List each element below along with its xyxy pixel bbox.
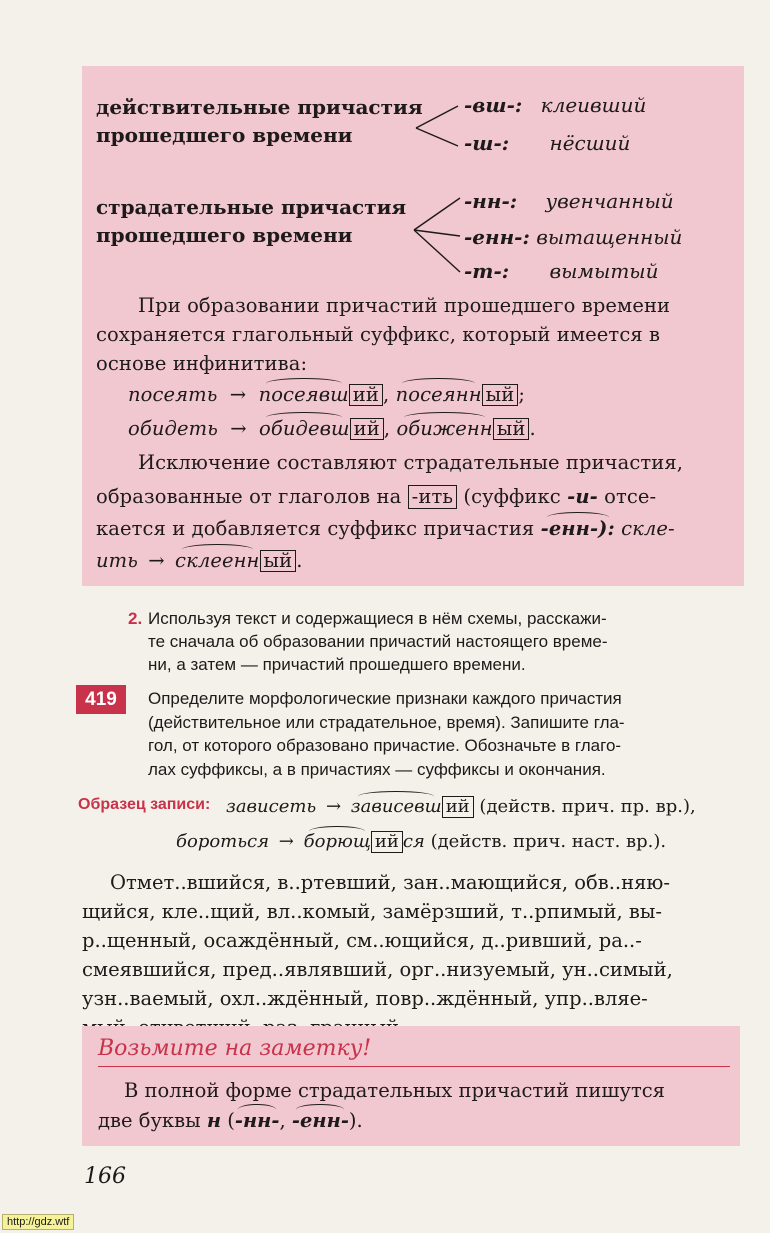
ex1-verb: посеять [128, 383, 218, 406]
para2-line1: Исключение составляют страдательные причастия, [138, 451, 684, 474]
para1-line3: основе инфинитива: [96, 352, 308, 375]
sample-row-2 [176, 830, 666, 854]
sample1-verb: зависеть [226, 796, 317, 817]
exercise-number-badge: 419 [76, 685, 126, 714]
exercise-419-instructions [148, 687, 744, 781]
sample2-note: (действ. прич. наст. вр.). [430, 831, 667, 852]
group2-variant1 [464, 188, 674, 214]
take-note-text [98, 1076, 730, 1136]
example-row-2 [128, 414, 536, 443]
para2-line4-period: . [296, 549, 303, 572]
words-line5: узн..ваемый, охл..ждённый, повр..ждённый, упр..вляе- [82, 987, 648, 1010]
ex2-participle1-stem: обидевш [259, 417, 350, 440]
para1-line2: сохраняется глагольный суффикс, который имеется в [96, 323, 661, 346]
group1-variant1 [464, 92, 646, 118]
note-paren-open: ( [227, 1109, 235, 1132]
ex1-participle1-ending: ий [349, 384, 383, 406]
group1-label-line2: прошедшего времени [96, 123, 353, 147]
example-kleivshiy: клеивший [540, 93, 647, 117]
ex1-comma: , [382, 383, 390, 406]
watermark-link[interactable]: http://gdz.wtf [2, 1214, 74, 1230]
task-2-number: 2. [128, 609, 143, 628]
example-nyosshiy: нёсший [549, 131, 631, 155]
group2-label-line2: прошедшего времени [96, 223, 353, 247]
ex2-period: . [529, 417, 536, 440]
sample2-ending: ий [371, 831, 403, 853]
ex2-participle2-ending: ый [493, 418, 530, 440]
theory-paragraph-2 [96, 448, 736, 575]
note-line1: В полной форме страдательных причастий пишутся [124, 1079, 665, 1102]
take-note-box [82, 1026, 740, 1146]
page-number: 166 [84, 1164, 126, 1189]
sample2-postfix: ся [402, 831, 425, 852]
note-suffix-enn: -енн- [291, 1109, 349, 1132]
sample-row-1 [226, 795, 696, 819]
para2-line2-text: образованные от глаголов на [96, 485, 402, 508]
group2-branch-lines [412, 190, 464, 278]
example-vytashchenny: вытащенный [536, 225, 683, 249]
ex1-participle1-stem: посеявш [258, 383, 349, 406]
ex2-verb: обидеть [128, 417, 218, 440]
exercise-line2: (действительное или страдательное, время). Запишите гла- [148, 712, 625, 732]
para2-line4-arrow: → [148, 549, 165, 572]
group2-variant2 [464, 224, 682, 250]
suffix-vsh: -вш-: [464, 93, 523, 117]
para2-line3-text: кается и добавляется суффикс причастия [96, 517, 535, 540]
exercise-word-list [82, 868, 744, 1042]
example-vymyty: вымытый [549, 259, 659, 283]
theory-paragraph-1 [96, 291, 736, 378]
group1-label-line1: действительные причастия [96, 95, 423, 119]
sample1-arrow: → [325, 796, 342, 817]
exercise-line1: Определите морфологические признаки каждого причастия [148, 689, 622, 708]
words-line1: Отмет..вшийся, в..ртевший, зан..мающийся, обв..няю- [110, 871, 670, 894]
sample2-arrow: → [278, 831, 294, 852]
words-line4: смеявшийся, пред..являвший, орг..низуемый, ун..симый, [82, 958, 673, 981]
para2-line4-stem: склеенн [175, 549, 260, 572]
para2-line3 [96, 514, 736, 543]
task-2 [128, 607, 740, 676]
take-note-underline [98, 1066, 730, 1067]
note-comma: , [279, 1109, 286, 1132]
exercise-line4: лах суффиксы, а в причастиях — суффиксы и окончания. [148, 759, 606, 779]
note-line2-a: две буквы [98, 1109, 201, 1132]
sample-label: Образец записи: [78, 796, 211, 813]
group2-label-line1: страдательные причастия [96, 195, 407, 219]
suffix-sh: -ш-: [464, 131, 510, 155]
task-2-line3: ни, а затем — причастий прошедшего времени. [148, 655, 526, 674]
sample2-stem: борющ [303, 831, 371, 852]
suffix-enn: -енн-: [464, 225, 530, 249]
note-paren-close: ). [348, 1109, 363, 1132]
words-line2: щийся, кле..щий, вл..комый, замёрзший, т..рпимый, вы- [82, 900, 662, 923]
para2-line2-text-b: (суффикс [463, 485, 561, 508]
sample1-stem: зависевш [350, 796, 442, 817]
para2-line2 [96, 482, 736, 511]
para2-line4 [96, 546, 736, 575]
group2-variant3 [464, 258, 658, 284]
group1-branch-lines [414, 100, 462, 150]
para2-suffix-enn: -енн-): [540, 517, 615, 540]
ex2-comma: , [383, 417, 391, 440]
example-uvenchanny: увенчанный [545, 189, 674, 213]
para2-line4-it: ить [96, 549, 138, 572]
ex1-participle2-ending: ый [482, 384, 519, 406]
example-row-1 [128, 380, 525, 409]
sample2-verb: бороться [176, 831, 270, 852]
para2-suffix-it-box: -ить [408, 485, 457, 509]
suffix-nn: -нн-: [464, 189, 518, 213]
note-letter-n: н [206, 1109, 222, 1132]
ex2-participle2-stem: обиженн [396, 417, 493, 440]
ex1-semicolon: ; [518, 383, 526, 406]
ex2-arrow: → [230, 417, 247, 440]
para1-line1: При образовании причастий прошедшего времени [138, 294, 671, 317]
para2-line4-ending: ый [260, 550, 297, 572]
para2-line2-text-d: отсе- [604, 485, 657, 508]
ex1-arrow: → [229, 383, 247, 406]
task-2-line1: Используя текст и содержащиеся в нём схемы, расскажи- [148, 609, 607, 628]
exercise-line3: гол, от которого образовано причастие. Обозначьте в глаго- [148, 736, 622, 755]
theory-box [82, 66, 744, 586]
para2-suffix-i: -и- [567, 485, 598, 508]
note-suffix-nn: -нн- [234, 1109, 280, 1132]
take-note-heading: Возьмите на заметку! [98, 1036, 372, 1061]
group1-variant2 [464, 130, 630, 156]
words-line3: р..щенный, осаждённый, см..ющийся, д..ривший, ра..- [82, 929, 642, 952]
suffix-t: -т-: [464, 259, 510, 283]
note-line2 [98, 1106, 730, 1136]
sample1-note: (действ. прич. пр. вр.), [479, 796, 696, 817]
ex2-participle1-ending: ий [350, 418, 384, 440]
sample1-ending: ий [442, 796, 474, 818]
para2-line3-skle: скле- [621, 517, 675, 540]
ex1-participle2-stem: посеянн [395, 383, 482, 406]
task-2-line2: те сначала об образовании причастий настоящего време- [148, 632, 608, 651]
